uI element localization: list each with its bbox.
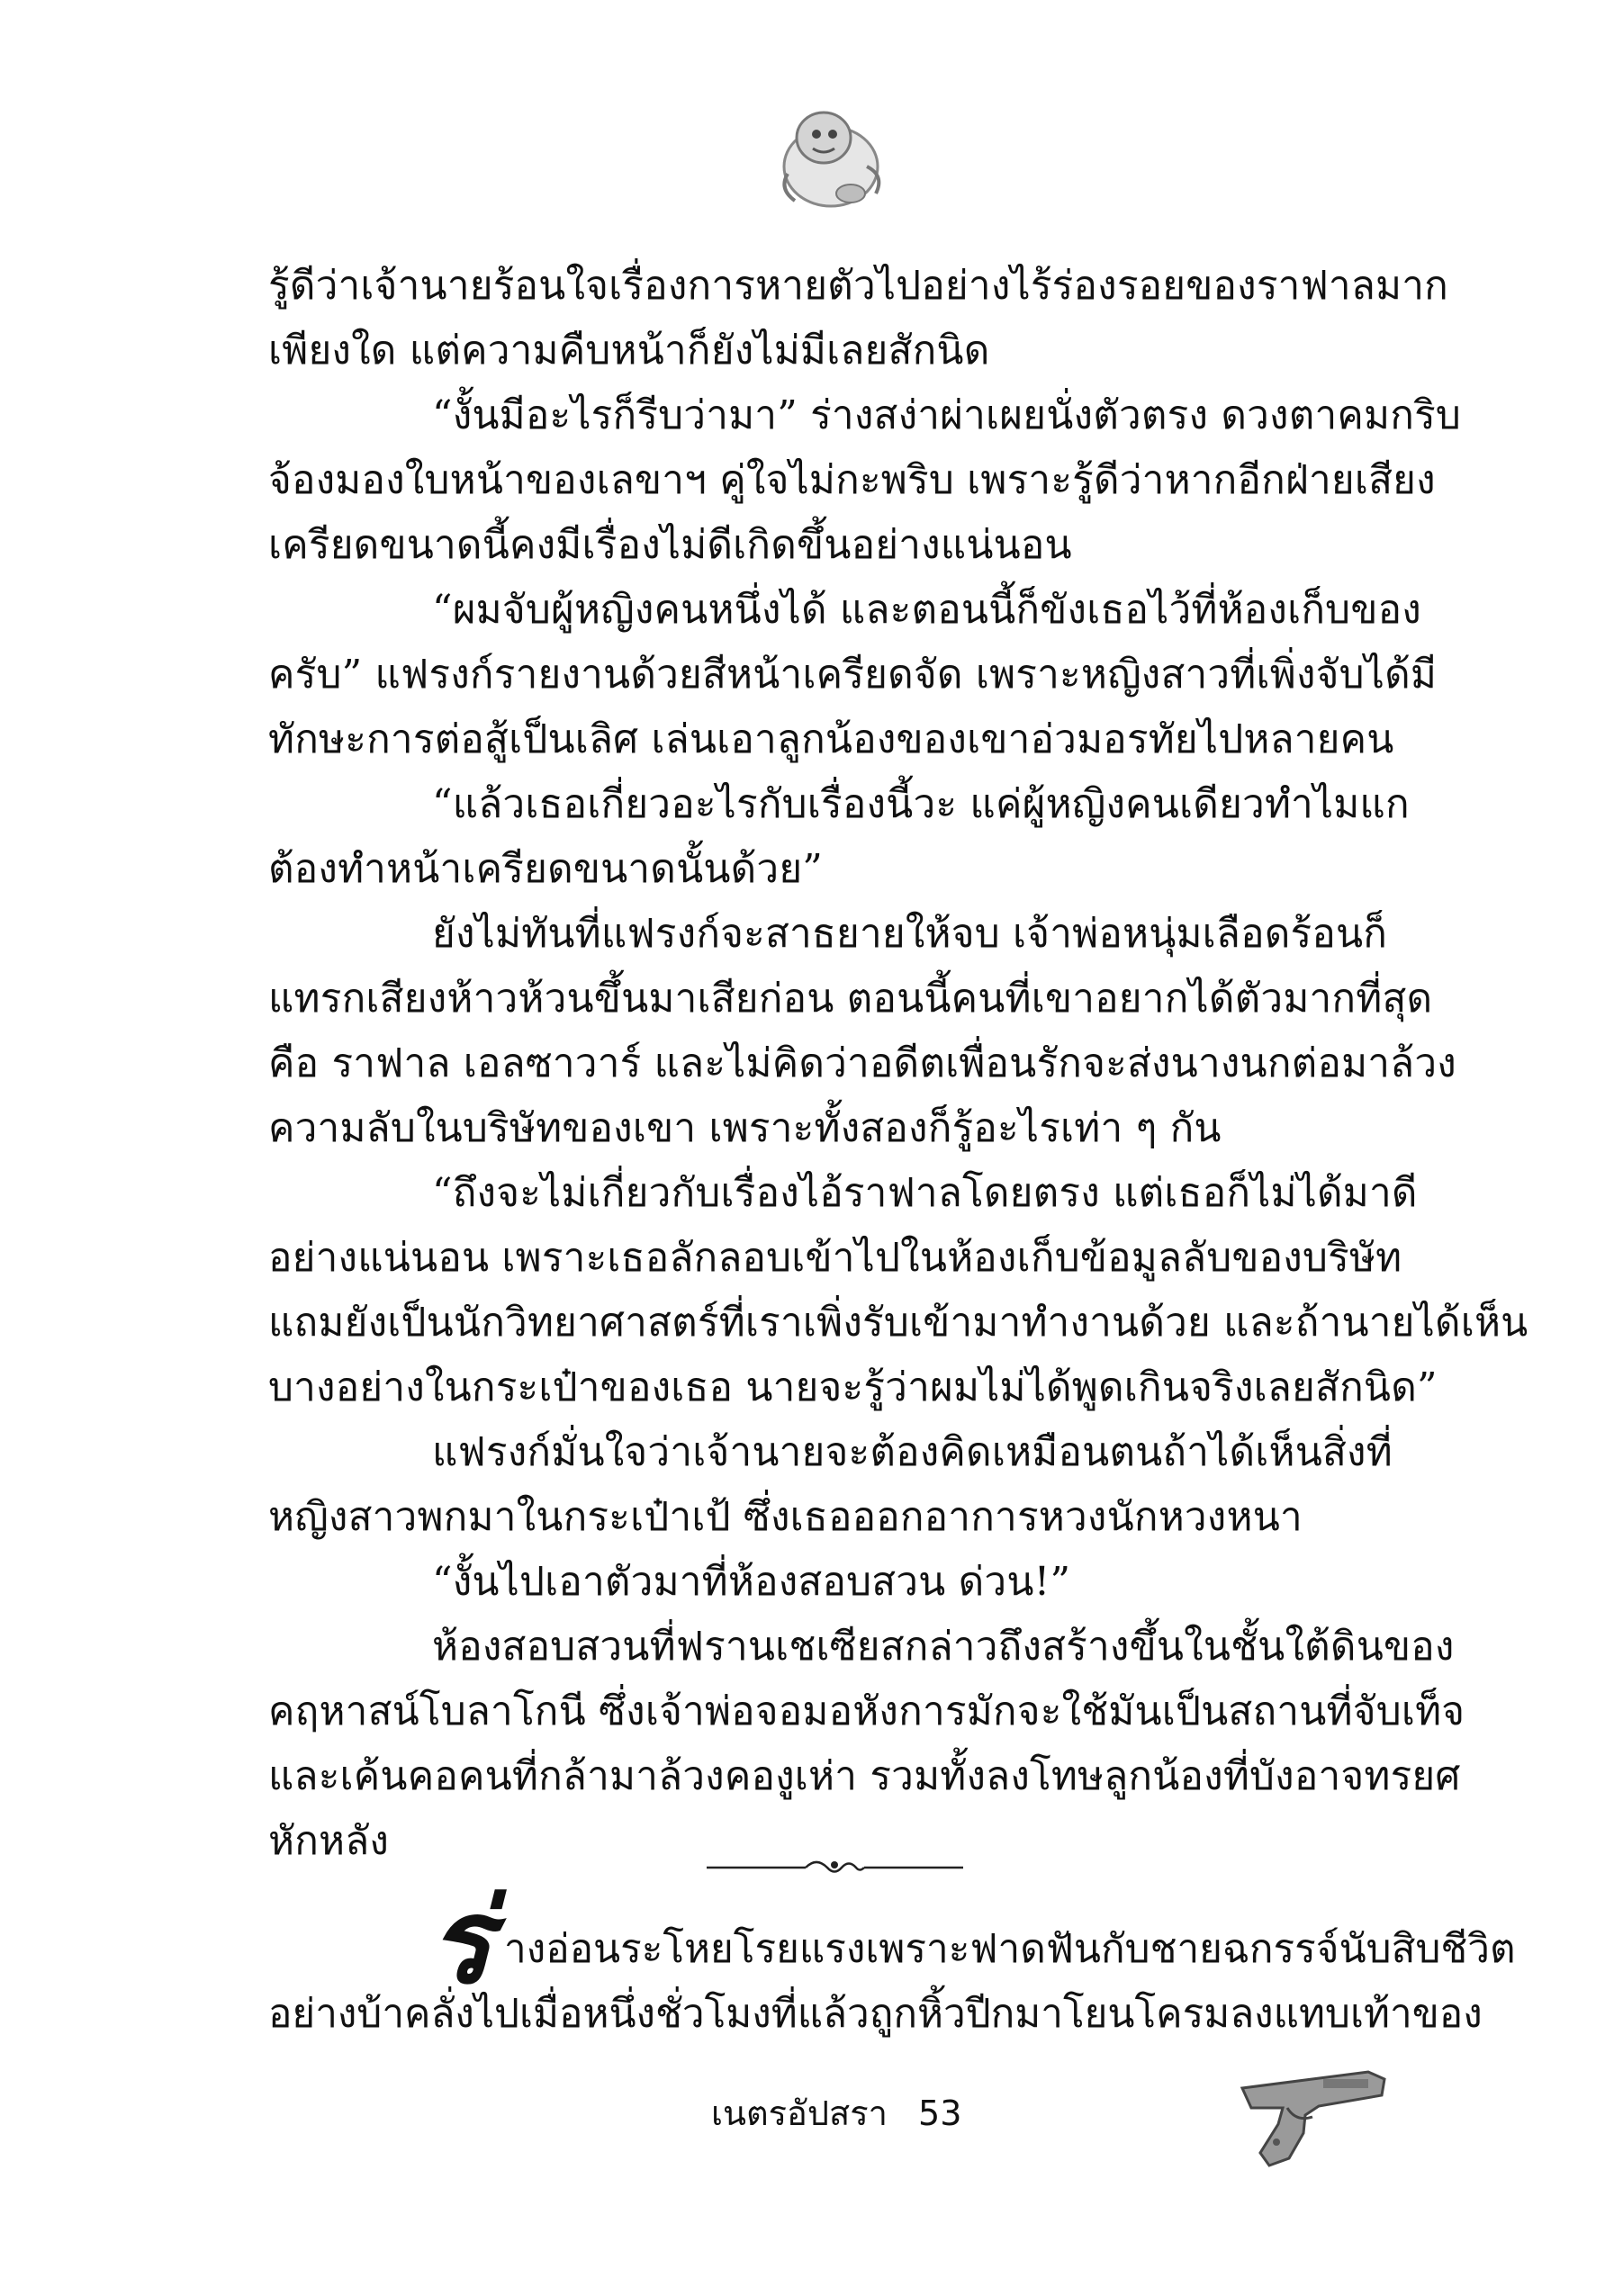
book-title: เนตรอัปสรา: [711, 2093, 888, 2133]
text-line: ทักษะการต่อสู้เป็นเลิศ เล่นเอาลูกน้องของเขาอ่วมอรทัยไปหลายคน: [268, 716, 1394, 762]
text-line: หญิงสาวพกมาในกระเป๋าเป้ ซึ่งเธอออกอาการหวงนักหวงหนา: [268, 1494, 1303, 1540]
text-line: ยังไม่ทันที่แฟรงก์จะสาธยายให้จบ เจ้าพ่อหนุ่มเลือดร้อนก็: [432, 911, 1388, 957]
section-2-line: อย่างบ้าคลั่งไปเมื่อหนึ่งชั่วโมงที่แล้วถูกหิ้วปีกมาโยนโครมลงแทบเท้าของ: [268, 1991, 1483, 2037]
body-text: [268, 254, 1528, 1874]
text-line: และเค้นคอคนที่กล้ามาล้วงคองูเห่า รวมทั้งลงโทษลูกน้องที่บังอาจทรยศ: [268, 1753, 1461, 1799]
text-line: ครับ” แฟรงก์รายงานด้วยสีหน้าเครียดจัด เพราะหญิงสาวที่เพิ่งจับได้มี: [268, 652, 1438, 698]
text-line: เครียดขนาดนี้คงมีเรื่องไม่ดีเกิดขึ้นอย่างแน่นอน: [268, 522, 1072, 568]
page-number: 53: [918, 2093, 962, 2133]
text-line: เพียงใด แต่ความคืบหน้าก็ยังไม่มีเลยสักนิด: [268, 328, 990, 374]
text-line: “ถึงจะไม่เกี่ยวกับเรื่องไอ้ราฟาลโดยตรง แต่เธอก็ไม่ได้มาดี: [432, 1170, 1418, 1216]
text-line: บางอย่างในกระเป๋าของเธอ นายจะรู้ว่าผมไม่ได้พูดเกินจริงเลยสักนิด”: [268, 1364, 1438, 1410]
drop-cap-line: [268, 1872, 1516, 2010]
text-line: แถมยังเป็นนักวิทยาศาสตร์ที่เราเพิ่งรับเข้ามาทำงานด้วย และถ้านายได้เห็น: [268, 1300, 1528, 1346]
text-line: แทรกเสียงห้าวห้วนขึ้นมาเสียก่อน ตอนนี้คนที่เขาอยากได้ตัวมากที่สุด: [268, 976, 1433, 1022]
text-line: “ผมจับผู้หญิงคนหนึ่งได้ และตอนนี้ก็ขังเธอไว้ที่ห้องเก็บของ: [432, 587, 1421, 633]
text-line: ต้องทำหน้าเครียดขนาดนั้นด้วย”: [268, 846, 823, 892]
section-2: [268, 1872, 1516, 2037]
text-line: รู้ดีว่าเจ้านายร้อนใจเรื่องการหายตัวไปอย่างไร้ร่องรอยของราฟาลมาก: [268, 263, 1448, 309]
text-line: แฟรงก์มั่นใจว่าเจ้านายจะต้องคิดเหมือนตนถ้าได้เห็นสิ่งที่: [432, 1429, 1393, 1475]
text-line: “งั้นมีอะไรก็รีบว่ามา” ร่างสง่าผ่าเผยนั่งตัวตรง ดวงตาคมกริบ: [432, 392, 1462, 438]
pistol-icon: [1233, 2052, 1391, 2178]
cartoon-mascot-icon: [770, 104, 891, 216]
text-line: คือ ราฟาล เอลซาวาร์ และไม่คิดว่าอดีตเพื่อนรักจะส่งนางนกต่อมาล้วง: [268, 1040, 1456, 1086]
drop-cap-line-text: างอ่อนระโหยโรยแรงเพราะฟาดฟันกับชายฉกรรจ์นับสิบชีวิต: [504, 1926, 1516, 1972]
text-line: คฤหาสน์โบลาโกนี ซึ่งเจ้าพ่อจอมอหังการมักจะใช้มันเป็นสถานที่จับเท็จ: [268, 1688, 1465, 1734]
text-line: “งั้นไปเอาตัวมาที่ห้องสอบสวน ด่วน!”: [432, 1559, 1071, 1605]
drop-cap: ร่: [428, 1872, 491, 2010]
text-line: หักหลัง: [268, 1818, 390, 1864]
page-footer: [711, 2086, 961, 2158]
text-line: อย่างแน่นอน เพราะเธอลักลอบเข้าไปในห้องเก็บข้อมูลลับของบริษัท: [268, 1235, 1402, 1281]
text-line: ห้องสอบสวนที่ฟรานเชเซียสกล่าวถึงสร้างขึ้นในชั้นใต้ดินของ: [432, 1624, 1455, 1670]
flourish-divider-icon: [707, 1854, 963, 1881]
text-line: “แล้วเธอเกี่ยวอะไรกับเรื่องนี้วะ แค่ผู้หญิงคนเดียวทำไมแก: [432, 781, 1410, 827]
text-line: ความลับในบริษัทของเขา เพราะทั้งสองก็รู้อะไรเท่า ๆ กัน: [268, 1105, 1222, 1151]
text-line: จ้องมองใบหน้าของเลขาฯ คู่ใจไม่กะพริบ เพราะรู้ดีว่าหากอีกฝ่ายเสียง: [268, 457, 1436, 503]
